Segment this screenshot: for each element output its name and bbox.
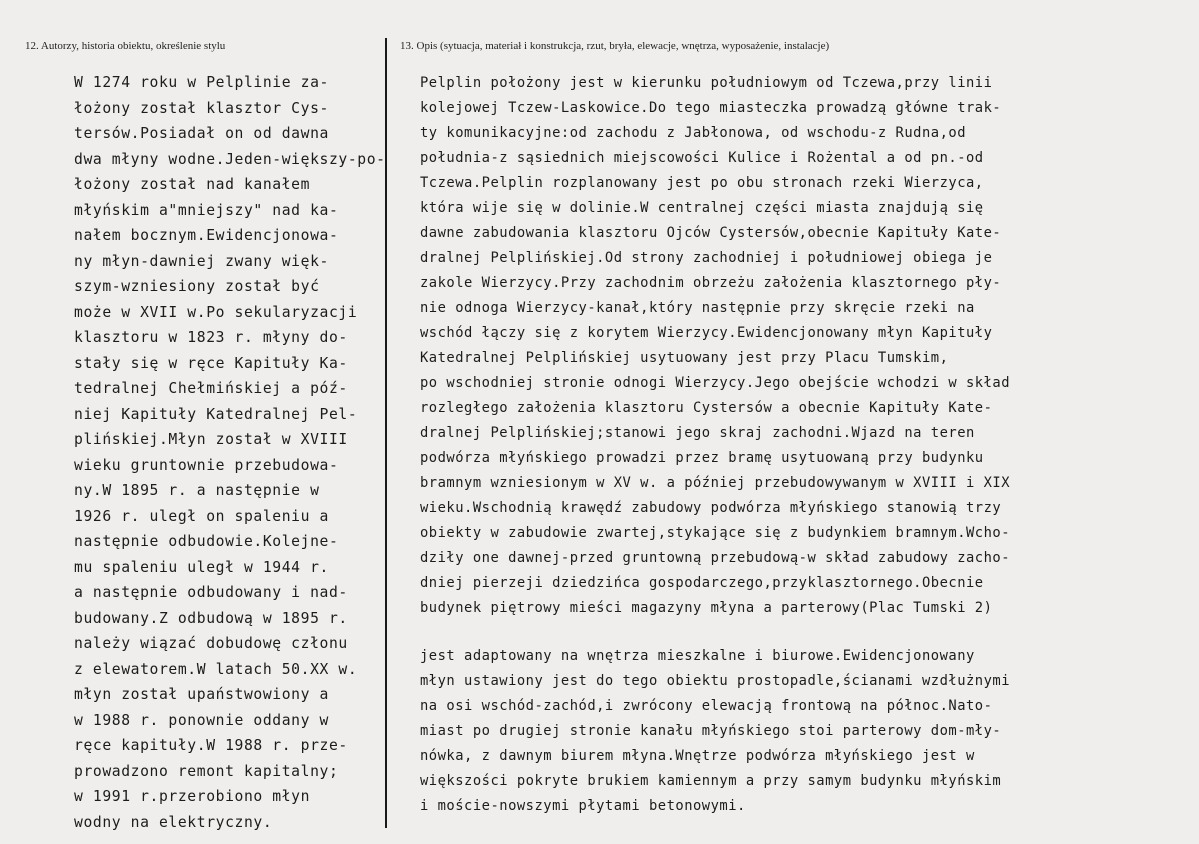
- text-line: należy wiązać dobudowę członu: [74, 635, 348, 652]
- text-line: wodny na elektryczny.: [74, 813, 273, 831]
- text-line: nówka, z dawnym biurem młyna.Wnętrze podwórza młyńskiego jest w: [420, 748, 975, 764]
- text-line: wieku gruntownie przebudowa-: [74, 456, 339, 474]
- section-13-text-part2: [420, 644, 1010, 819]
- text-line: ny.W 1895 r. a następnie w: [74, 482, 320, 499]
- text-line: dralnej Pelplińskiej.Od strony zachodniej i południowej obiega je: [420, 250, 993, 266]
- text-line: mu spaleniu uległ w 1944 r.: [74, 558, 329, 576]
- text-line: następnie odbudowie.Kolejne-: [74, 533, 339, 550]
- text-line: młyńskim a"mniejszy" nad ka-: [74, 201, 339, 219]
- text-line: i moście-nowszymi płytami betonowymi.: [420, 798, 746, 814]
- text-line: 1926 r. uległ on spaleniu a: [74, 507, 329, 525]
- text-line: a następnie odbudowany i nad-: [74, 584, 348, 601]
- text-line: może w XVII w.Po sekularyzacji: [74, 303, 358, 321]
- text-line: szym-wzniesiony został być: [74, 278, 320, 295]
- text-line: w 1991 r.przerobiono młyn: [74, 788, 311, 805]
- text-line: łożony został nad kanałem: [74, 176, 311, 193]
- text-line: budowany.Z odbudową w 1895 r.: [74, 609, 348, 627]
- text-line: podwórza młyńskiego prowadzi przez bramę usytuowaną przy budynku: [420, 450, 984, 466]
- text-line: ty komunikacyjne:od zachodu z Jabłonowa, od wschodu-z Rudna,od: [420, 125, 966, 141]
- text-line: wieku.Wschodnią krawędź zabudowy podwórza młyńskiego stanowią trzy: [420, 500, 1002, 516]
- text-line: po wschodniej stronie odnogi Wierzycy.Jego obejście wchodzi w skład: [420, 375, 1011, 391]
- text-line: W 1274 roku w Pelplinie za-: [74, 74, 329, 91]
- text-line: dralnej Pelplińskiej;stanowi jego skraj zachodni.Wjazd na teren: [420, 425, 975, 441]
- section-12-heading: 12. Autorzy, historia obiektu, określenie stylu: [25, 40, 226, 52]
- section-12-text: [74, 70, 386, 835]
- text-line: większości pokryte brukiem kamiennym a przy samym budynku młyńskim: [420, 773, 1002, 789]
- text-line: miast po drugiej stronie kanału młyńskiego stoi parterowy dom-mły-: [420, 723, 1002, 739]
- text-line: Pelplin położony jest w kierunku południowym od Tczewa,przy linii: [420, 75, 993, 91]
- text-line: młyn ustawiony jest do tego obiektu prostopadle,ścianami wzdłużnymi: [420, 673, 1011, 689]
- text-line: rozległego założenia klasztoru Cystersów a obecnie Kapituły Kate-: [420, 400, 993, 416]
- section-13-text-part1: [420, 71, 1010, 621]
- text-line: dniej pierzeji dziedzińca gospodarczego,przyklasztornego.Obecnie: [420, 575, 984, 591]
- text-line: z elewatorem.W latach 50.XX w.: [74, 660, 358, 678]
- text-line: zakole Wierzycy.Przy zachodnim obrzeżu założenia klasztornego pły-: [420, 275, 1002, 291]
- text-line: dwa młyny wodne.Jeden-większy-po-: [74, 150, 386, 168]
- text-line: klasztoru w 1823 r. młyny do-: [74, 329, 348, 346]
- text-line: młyn został upaństwowiony a: [74, 686, 329, 703]
- text-line: tedralnej Chełmińskiej a póź-: [74, 380, 348, 397]
- text-line: wschód łączy się z korytem Wierzycy.Ewidencjonowany młyn Kapituły: [420, 325, 993, 341]
- text-line: obiekty w zabudowie zwartej,stykające się z budynkiem bramnym.Wcho-: [420, 525, 1011, 541]
- text-line: południa-z sąsiednich miejscowości Kulice i Rożental a od pn.-od: [420, 150, 984, 166]
- text-line: na osi wschód-zachód,i zwrócony elewacją frontową na północ.Nato-: [420, 698, 993, 714]
- text-line: budynek piętrowy mieści magazyny młyna a parterowy(Plac Tumski 2): [420, 600, 993, 616]
- text-line: bramnym wzniesionym w XV w. a później przebudowywanym w XVIII i XIX: [420, 475, 1011, 491]
- text-line: tersów.Posiadał on od dawna: [74, 125, 329, 142]
- text-line: łożony został klasztor Cys-: [74, 99, 329, 117]
- text-line: plińskiej.Młyn został w XVIII: [74, 431, 348, 448]
- text-line: w 1988 r. ponownie oddany w: [74, 711, 329, 729]
- text-line: Tczewa.Pelplin rozplanowany jest po obu stronach rzeki Wierzyca,: [420, 175, 984, 191]
- text-line: niej Kapituły Katedralnej Pel-: [74, 405, 358, 423]
- text-line: jest adaptowany na wnętrza mieszkalne i biurowe.Ewidencjonowany: [420, 648, 975, 664]
- text-line: która wije się w dolinie.W centralnej części miasta znajdują się: [420, 200, 984, 216]
- text-line: Katedralnej Pelplińskiej usytuowany jest przy Placu Tumskim,: [420, 350, 949, 366]
- text-line: nałem bocznym.Ewidencjonowa-: [74, 227, 339, 244]
- text-line: ny młyn-dawniej zwany więk-: [74, 252, 329, 270]
- section-13-heading: 13. Opis (sytuacja, materiał i konstrukcja, rzut, bryła, elewacje, wnętrza, wyposażenie, instalacje): [400, 40, 830, 52]
- text-line: kolejowej Tczew-Laskowice.Do tego miasteczka prowadzą główne trak-: [420, 100, 1002, 116]
- text-line: stały się w ręce Kapituły Ka-: [74, 354, 348, 372]
- text-line: dziły one dawnej-przed gruntowną przebudową-w skład zabudowy zacho-: [420, 550, 1011, 566]
- text-line: prowadzono remont kapitalny;: [74, 762, 339, 780]
- text-line: ręce kapituły.W 1988 r. prze-: [74, 737, 348, 754]
- text-line: nie odnoga Wierzycy-kanał,który następnie przy skręcie rzeki na: [420, 300, 975, 316]
- text-line: dawne zabudowania klasztoru Ojców Cystersów,obecnie Kapituły Kate-: [420, 225, 1002, 241]
